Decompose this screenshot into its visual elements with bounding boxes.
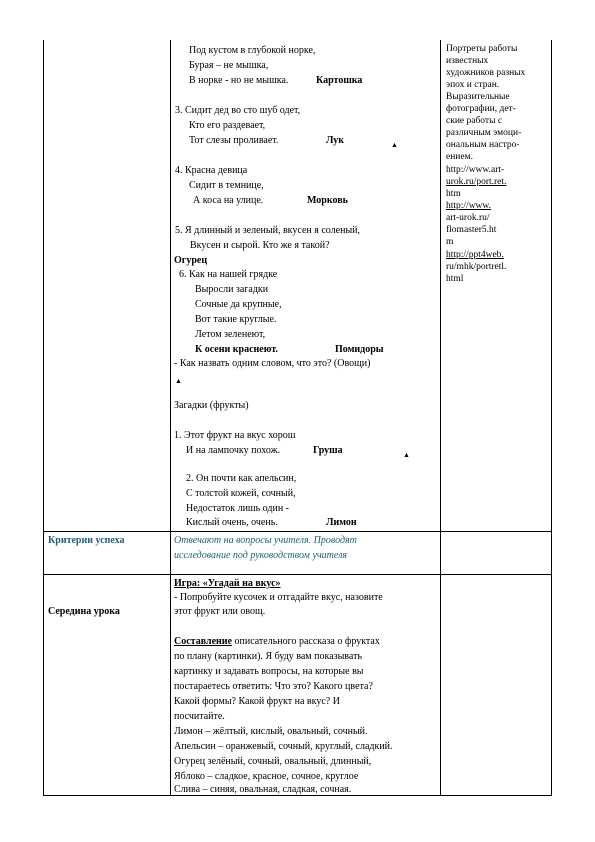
resource-link[interactable]: htm [446,189,461,199]
resource-text: ские работы с [446,116,503,126]
composition-text: картинку и задавать вопросы, на которые вы [174,666,364,677]
riddle-line: 3. Сидит дед во сто шуб одет, [175,105,301,116]
resource-link[interactable]: ru/mhk/portretl. [446,262,507,272]
resource-link[interactable]: http://www.art- [446,165,505,175]
criteria-text: исследование под руководством учителя [174,550,348,561]
resource-text: ением. [446,152,473,162]
riddle-answer: Огурец [174,255,208,266]
riddle-line: И на лампочку похож. [186,445,280,456]
composition-line [174,635,380,649]
riddle-line: Под кустом в глубокой норке, [189,45,316,56]
criteria-label: Критерии успеха [48,535,125,546]
composition-title: Составление [174,636,232,647]
table-border-right [551,40,552,796]
bullet-mark: ▲ [175,377,182,385]
riddle-line: Недостаток лишь один - [186,503,290,514]
riddle-line: А коса на улице. [193,195,264,206]
fruit-description: Слива – синяя, овальная, сладкая, сочная. [174,784,352,795]
resource-link[interactable]: html [446,274,464,284]
resource-text: Портреты работы [446,44,518,54]
resource-text: художников разных [446,68,526,78]
resource-link[interactable]: m [446,237,454,247]
riddle-line: 6. Как на нашей грядке [179,269,278,280]
row-divider-1 [43,531,552,532]
riddle-answer: Морковь [307,195,348,206]
riddle-line: Вот такие круглые. [195,314,277,325]
riddle-line: К осени краснеют. [195,344,278,355]
riddle-answer: Картошка [316,75,363,86]
resource-link[interactable]: http://ppt4web. [446,250,504,260]
resource-text: эпох и стран. [446,80,500,90]
composition-text: описательного рассказа о фруктах [231,636,380,647]
riddle-line: 5. Я длинный и зеленый, вкусен я соленый, [175,225,361,236]
summary-question: - Как назвать одним словом, что это? (Овощи) [174,358,371,369]
resource-text: ональным настро- [446,140,520,150]
bullet-mark: ▲ [403,451,410,459]
composition-text: посчитайте. [174,711,225,722]
fruits-heading: Загадки (фрукты) [174,400,249,411]
resource-text: Выразительные [446,92,510,102]
riddle-line: Выросли загадки [195,284,269,295]
composition-text: постараетесь ответить: Что это? Какого цвета? [174,681,373,692]
riddle-line: С толстой кожей, сочный, [186,488,296,499]
middle-label: Середина урока [48,606,120,617]
composition-text: Какой формы? Какой фрукт на вкус? И [174,696,340,707]
resource-link[interactable]: urok.ru/port.ret. [446,177,507,187]
riddle-answer: Лимон [326,517,357,528]
riddle-line: 4. Красна девица [175,165,248,176]
row-divider-2 [43,574,552,575]
riddle-line: Летом зеленеют, [195,329,266,340]
riddle-line: Сидит в темнице, [189,180,264,191]
riddle-line: Вкусен и сырой. Кто же я такой? [190,240,330,251]
composition-text: по плану (картинки). Я буду вам показывать [174,651,362,662]
resource-link[interactable]: art-urok.ru/ [446,213,490,223]
resource-link[interactable]: flomaster5.ht [446,225,497,235]
game-text: - Попробуйте кусочек и отгадайте вкус, назовите [174,592,383,603]
riddle-line: Тот слезы проливает. [189,135,279,146]
riddle-line: 1. Этот фрукт на вкус хорош [174,430,296,441]
riddle-answer: Помидоры [335,344,384,355]
riddle-line: Кислый очень, очень. [186,517,278,528]
game-title: Игра: «Угадай на вкус» [174,578,281,589]
resource-text: фотографии, дет- [446,104,516,114]
riddle-line: Сочные да крупные, [195,299,282,310]
riddle-answer: Лук [326,135,344,146]
resource-text: известных [446,56,489,66]
game-text: этот фрукт или овощ. [174,606,266,617]
table-divider-2 [440,40,441,796]
resource-link[interactable]: http://www. [446,201,492,211]
fruit-description: Огурец зелёный, сочный, овальный, длинный, [174,756,372,767]
resource-text: различным эмоци- [446,128,522,138]
riddle-answer: Груша [313,445,343,456]
table-divider-1 [170,40,171,796]
fruit-description: Апельсин – оранжевый, сочный, круглый, сладкий. [174,741,393,752]
riddle-line: В норке - но не мышка. [189,75,289,86]
riddle-line: Бурая – не мышка, [189,60,269,71]
fruit-description: Лимон – жёлтый, кислый, овальный, сочный. [174,726,368,737]
bullet-mark: ▲ [391,141,398,149]
riddle-line: 2. Он почти как апельсин, [186,473,297,484]
criteria-text: Отвечают на вопросы учителя. Проводят [174,535,357,546]
table-border-left [43,40,44,796]
fruit-description: Яблоко – сладкое, красное, сочное, круглое [174,771,359,782]
riddle-line: Кто его раздевает, [189,120,266,131]
